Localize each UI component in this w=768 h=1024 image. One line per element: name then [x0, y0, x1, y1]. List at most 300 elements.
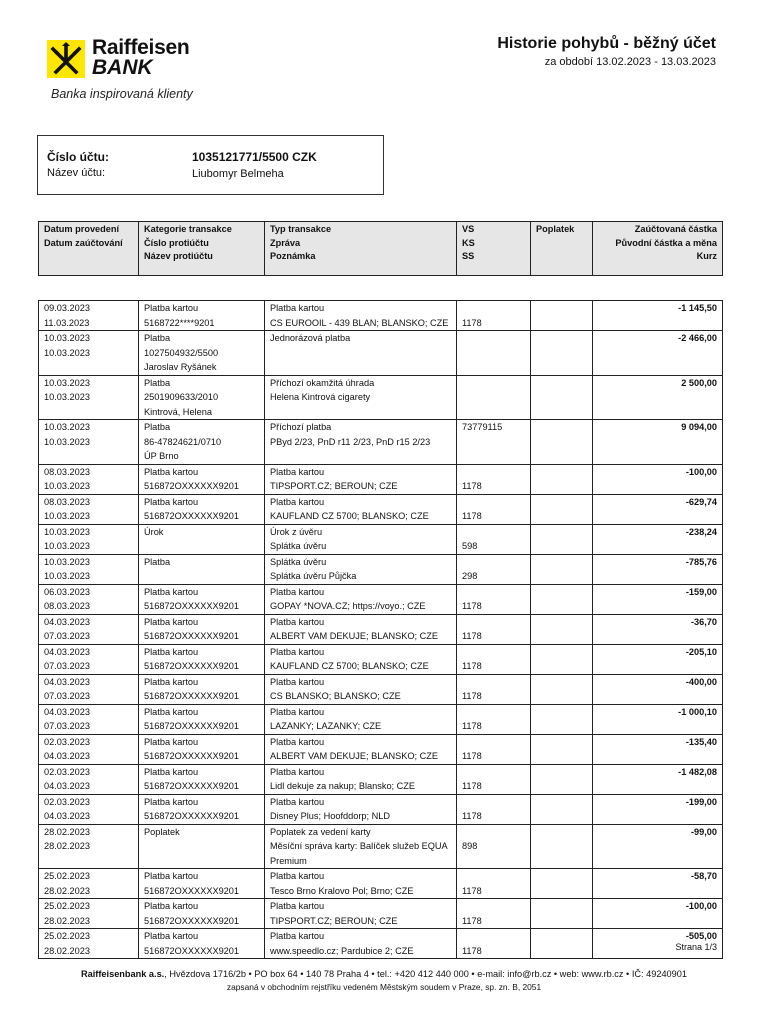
counter-account: 516872OXXXXXX9201	[144, 751, 240, 761]
cell-type	[265, 674, 457, 704]
posting-date: 10.03.2023	[44, 541, 90, 551]
table-row	[39, 375, 723, 420]
variable-symbol	[462, 735, 525, 750]
cell-dates	[39, 674, 139, 704]
table-row	[39, 301, 723, 331]
cell-type	[265, 824, 457, 869]
cell-symbols	[457, 584, 531, 614]
transaction-message: Tesco Brno Kralovo Pol; Brno; CZE	[270, 885, 414, 896]
transaction-type: Platba kartou	[270, 931, 325, 941]
header-label: SS	[462, 251, 475, 261]
header-label: Kategorie transakce	[144, 224, 232, 234]
table-row	[39, 331, 723, 376]
constant-symbol: 1178	[462, 601, 482, 611]
cell-category	[139, 584, 265, 614]
table-row	[39, 494, 723, 524]
cell-symbols	[457, 824, 531, 869]
cell-type	[265, 584, 457, 614]
cell-fee	[531, 524, 593, 554]
variable-symbol	[462, 376, 525, 391]
posting-date: 10.03.2023	[44, 481, 90, 491]
table-row	[39, 734, 723, 764]
execution-date: 10.03.2023	[44, 556, 90, 567]
cell-symbols	[457, 869, 531, 899]
cell-fee	[531, 674, 593, 704]
cell-symbols	[457, 331, 531, 376]
header-label: Číslo protiúčtu	[144, 237, 209, 248]
transaction-type: Platba kartou	[270, 736, 325, 747]
counter-account: 516872OXXXXXX9201	[144, 631, 240, 641]
cell-type	[265, 554, 457, 584]
counter-account-name: ÚP Brno	[144, 451, 179, 461]
counter-account: 516872OXXXXXX9201	[144, 915, 240, 926]
bank-name	[92, 38, 189, 78]
cell-fee	[531, 644, 593, 674]
header-label: Poplatek	[536, 224, 575, 234]
constant-symbol: 1178	[462, 317, 482, 328]
transaction-category: Platba	[144, 333, 171, 343]
bank-name-line2: BANK	[92, 56, 153, 79]
header-fee	[531, 222, 593, 276]
variable-symbol	[462, 615, 525, 630]
posting-date: 28.02.2023	[44, 915, 90, 926]
cell-type	[265, 644, 457, 674]
cell-symbols	[457, 794, 531, 824]
cell-symbols	[457, 375, 531, 420]
counter-account: 1027504932/5500	[144, 347, 219, 358]
constant-symbol: 1178	[462, 691, 482, 701]
execution-date: 04.03.2023	[44, 706, 90, 717]
execution-date: 04.03.2023	[44, 646, 90, 657]
execution-date: 02.03.2023	[44, 766, 90, 777]
variable-symbol	[462, 675, 525, 690]
transaction-message: CS BLANSKO; BLANSKO; CZE	[270, 691, 401, 701]
transaction-message: ALBERT VAM DEKUJE; BLANSKO; CZE	[270, 751, 438, 761]
cell-symbols	[457, 524, 531, 554]
cell-type	[265, 524, 457, 554]
transaction-category: Platba kartou	[144, 616, 199, 627]
footer-contact-line	[0, 969, 768, 979]
cell-fee	[531, 331, 593, 376]
execution-date: 10.03.2023	[44, 526, 90, 537]
cell-symbols	[457, 554, 531, 584]
transaction-category: Platba kartou	[144, 736, 199, 747]
transaction-message: GOPAY *NOVA.CZ; https://voyo.; CZE	[270, 601, 426, 611]
transaction-message: PByd 2/23, PnD r11 2/23, PnD r15 2/23	[270, 436, 431, 447]
cell-dates	[39, 554, 139, 584]
constant-symbol: 1178	[462, 781, 482, 791]
transaction-message: KAUFLAND CZ 5700; BLANSKO; CZE	[270, 661, 429, 671]
cell-dates	[39, 301, 139, 331]
variable-symbol	[462, 795, 525, 810]
cell-amount: -1 145,50	[593, 301, 723, 331]
cell-amount: -238,24	[593, 524, 723, 554]
header-amount	[593, 222, 723, 276]
footer-company: Raiffeisenbank a.s.	[81, 969, 165, 979]
transaction-message: www.speedlo.cz; Pardubice 2; CZE	[270, 945, 414, 956]
execution-date: 08.03.2023	[44, 466, 90, 477]
transaction-category: Platba kartou	[144, 496, 199, 507]
cell-category	[139, 704, 265, 734]
transaction-type: Platba kartou	[270, 706, 325, 717]
transaction-type: Platba kartou	[270, 586, 325, 597]
cell-fee	[531, 554, 593, 584]
document-period: za období 13.02.2023 - 13.03.2023	[544, 56, 716, 68]
header-row	[39, 222, 723, 276]
page-number: Strana 1/3	[675, 942, 717, 952]
counter-account: 2501909633/2010	[144, 392, 219, 402]
transaction-category: Platba kartou	[144, 931, 199, 941]
table-row	[39, 929, 723, 959]
header-type	[265, 222, 457, 276]
variable-symbol	[462, 705, 525, 720]
cell-amount: -205,10	[593, 644, 723, 674]
variable-symbol	[462, 899, 525, 914]
variable-symbol	[462, 301, 525, 316]
cell-dates	[39, 420, 139, 465]
cell-amount: -785,76	[593, 554, 723, 584]
transaction-message: ALBERT VAM DEKUJE; BLANSKO; CZE	[270, 631, 438, 641]
transaction-category: Platba kartou	[144, 766, 199, 777]
cell-amount: -1 482,08	[593, 764, 723, 794]
cell-category	[139, 524, 265, 554]
transaction-type: Platba kartou	[270, 676, 325, 687]
header-label: Poznámka	[270, 251, 316, 261]
table-row	[39, 869, 723, 899]
cell-category	[139, 869, 265, 899]
transaction-message: Helena Kintrová cigarety	[270, 392, 371, 402]
cell-type	[265, 899, 457, 929]
cell-symbols	[457, 764, 531, 794]
cell-category	[139, 301, 265, 331]
header-label: Název protiúčtu	[144, 251, 213, 261]
transaction-message: TIPSPORT.CZ; BEROUN; CZE	[270, 915, 398, 926]
table-row	[39, 420, 723, 465]
counter-account: 516872OXXXXXX9201	[144, 661, 240, 671]
posting-date: 28.02.2023	[44, 945, 90, 956]
cell-amount: 9 094,00	[593, 420, 723, 465]
header-label: Kurz	[696, 251, 717, 261]
variable-symbol	[462, 525, 525, 540]
cell-category	[139, 899, 265, 929]
cell-category	[139, 331, 265, 376]
table-row	[39, 824, 723, 869]
counter-account: 516872OXXXXXX9201	[144, 481, 240, 491]
constant-symbol: 1178	[462, 811, 482, 821]
execution-date: 28.02.2023	[44, 826, 90, 837]
cell-fee	[531, 869, 593, 899]
counter-account: 516872OXXXXXX9201	[144, 945, 240, 956]
posting-date: 04.03.2023	[44, 811, 90, 821]
cell-fee	[531, 734, 593, 764]
cell-amount: -629,74	[593, 494, 723, 524]
cell-type	[265, 614, 457, 644]
transaction-type: Platba kartou	[270, 616, 325, 627]
transaction-category: Platba kartou	[144, 796, 199, 807]
constant-symbol: 298	[462, 571, 478, 581]
counter-account-name: Jaroslav Ryšánek	[144, 362, 217, 372]
counter-account: 516872OXXXXXX9201	[144, 511, 240, 521]
cell-category	[139, 764, 265, 794]
table-row	[39, 614, 723, 644]
cell-category	[139, 494, 265, 524]
cell-symbols	[457, 614, 531, 644]
transaction-message: Disney Plus; Hoofddorp; NLD	[270, 811, 391, 821]
constant-symbol: 1178	[462, 661, 482, 671]
cell-type	[265, 464, 457, 494]
cell-category	[139, 420, 265, 465]
execution-date: 02.03.2023	[44, 796, 90, 807]
posting-date: 07.03.2023	[44, 661, 90, 671]
cell-amount: 2 500,00	[593, 375, 723, 420]
cell-category	[139, 794, 265, 824]
cell-symbols	[457, 301, 531, 331]
constant-symbol: 1178	[462, 751, 482, 761]
bank-slogan: Banka inspirovaná klienty	[51, 87, 193, 101]
cell-symbols	[457, 674, 531, 704]
cell-dates	[39, 464, 139, 494]
transaction-category: Úrok	[144, 526, 164, 537]
execution-date: 25.02.2023	[44, 901, 90, 911]
cell-dates	[39, 331, 139, 376]
cell-type	[265, 734, 457, 764]
posting-date: 04.03.2023	[44, 781, 90, 791]
cell-dates	[39, 764, 139, 794]
variable-symbol: 73779115	[462, 422, 503, 432]
transaction-type: Platba kartou	[270, 646, 325, 657]
header-label: Zpráva	[270, 237, 301, 248]
transactions-table	[38, 300, 723, 959]
cell-category	[139, 375, 265, 420]
transaction-category: Platba kartou	[144, 706, 199, 717]
cell-symbols	[457, 644, 531, 674]
transaction-category: Platba	[144, 422, 171, 432]
cell-category	[139, 929, 265, 959]
cell-fee	[531, 584, 593, 614]
header-category	[139, 222, 265, 276]
cell-fee	[531, 929, 593, 959]
constant-symbol: 1178	[462, 945, 482, 956]
cell-amount: -159,00	[593, 584, 723, 614]
cell-dates	[39, 734, 139, 764]
account-number-value: 1035121771/5500 CZK	[192, 150, 317, 164]
execution-date: 09.03.2023	[44, 303, 90, 313]
transaction-category: Platba kartou	[144, 586, 199, 597]
cell-amount: -58,70	[593, 869, 723, 899]
posting-date: 07.03.2023	[44, 721, 90, 731]
cell-amount: -135,40	[593, 734, 723, 764]
counter-account: 86-47824621/0710	[144, 436, 222, 447]
table-row	[39, 554, 723, 584]
header-symbols	[457, 222, 531, 276]
cell-type	[265, 929, 457, 959]
constant-symbol: 1178	[462, 721, 482, 731]
cell-dates	[39, 644, 139, 674]
account-name-label: Název účtu:	[47, 167, 106, 179]
transaction-type: Platba kartou	[270, 796, 325, 807]
cell-category	[139, 614, 265, 644]
cell-type	[265, 494, 457, 524]
counter-account: 516872OXXXXXX9201	[144, 885, 240, 896]
constant-symbol: 1178	[462, 631, 482, 641]
transaction-type: Příchozí platba	[270, 422, 332, 432]
cell-category	[139, 554, 265, 584]
header-label: Datum zaúčtování	[44, 237, 123, 248]
transaction-message: Lidl dekuje za nakup; Blansko; CZE	[270, 781, 416, 791]
posting-date: 10.03.2023	[44, 392, 90, 402]
constant-symbol: 1178	[462, 511, 482, 521]
cell-fee	[531, 764, 593, 794]
cell-fee	[531, 794, 593, 824]
counter-account: 516872OXXXXXX9201	[144, 781, 240, 791]
constant-symbol: 1178	[462, 481, 482, 491]
table-row	[39, 794, 723, 824]
transaction-type: Úrok z úvěru	[270, 526, 323, 537]
execution-date: 10.03.2023	[44, 333, 90, 343]
transaction-type: Platba kartou	[270, 496, 325, 507]
cell-symbols	[457, 929, 531, 959]
cell-category	[139, 734, 265, 764]
cell-type	[265, 301, 457, 331]
transaction-message: Splátka úvěru Půjčka	[270, 571, 357, 581]
cell-fee	[531, 375, 593, 420]
document-title: Historie pohybů - běžný účet	[497, 35, 716, 52]
transactions-header	[38, 221, 723, 276]
cell-category	[139, 824, 265, 869]
transaction-message: TIPSPORT.CZ; BEROUN; CZE	[270, 481, 398, 491]
execution-date: 02.03.2023	[44, 736, 90, 747]
transaction-category: Platba	[144, 377, 171, 388]
posting-date: 28.02.2023	[44, 841, 90, 851]
cell-fee	[531, 301, 593, 331]
execution-date: 25.02.2023	[44, 931, 90, 941]
cell-symbols	[457, 494, 531, 524]
variable-symbol	[462, 869, 525, 884]
transaction-category: Platba kartou	[144, 871, 199, 881]
footer-contact: , Hvězdova 1716/2b • PO box 64 • 140 78 Praha 4 • tel.: +420 412 440 000 • e-mail: info@rb.cz • web: www.rb.cz • IČ: 49240901	[164, 969, 687, 979]
cell-category	[139, 464, 265, 494]
header-dates	[39, 222, 139, 276]
cell-category	[139, 674, 265, 704]
cell-amount: -99,00	[593, 824, 723, 869]
cell-symbols	[457, 899, 531, 929]
cell-fee	[531, 899, 593, 929]
cell-amount: -100,00	[593, 899, 723, 929]
transaction-type: Platba kartou	[270, 466, 325, 477]
cell-fee	[531, 824, 593, 869]
table-row	[39, 764, 723, 794]
transaction-category: Platba kartou	[144, 466, 199, 477]
execution-date: 10.03.2023	[44, 377, 90, 388]
cell-type	[265, 375, 457, 420]
counter-account: 516872OXXXXXX9201	[144, 601, 240, 611]
account-name-value: Liubomyr Belmeha	[192, 168, 284, 180]
table-row	[39, 899, 723, 929]
variable-symbol	[462, 331, 525, 346]
cell-fee	[531, 420, 593, 465]
variable-symbol	[462, 825, 525, 840]
counter-account-name: Kintrová, Helena	[144, 406, 212, 417]
raiffeisen-logo-icon	[47, 40, 85, 78]
cell-symbols	[457, 734, 531, 764]
cell-dates	[39, 929, 139, 959]
execution-date: 04.03.2023	[44, 676, 90, 687]
transaction-message: Splátka úvěru	[270, 541, 327, 551]
counter-account: 516872OXXXXXX9201	[144, 811, 240, 821]
cell-dates	[39, 869, 139, 899]
table-row	[39, 674, 723, 704]
transaction-message: Měsíční správa karty: Balíček služeb EQUA	[270, 841, 448, 851]
posting-date: 10.03.2023	[44, 511, 90, 521]
posting-date: 04.03.2023	[44, 751, 90, 761]
header-label: Původní částka a měna	[615, 237, 717, 248]
table-row	[39, 584, 723, 614]
cell-amount: -36,70	[593, 614, 723, 644]
execution-date: 04.03.2023	[44, 616, 90, 627]
cell-type	[265, 704, 457, 734]
cell-dates	[39, 899, 139, 929]
cell-dates	[39, 375, 139, 420]
footer-registry: zapsaná v obchodním rejstříku vedeném Městským soudem v Praze, sp. zn. B, 2051	[226, 982, 542, 992]
transaction-type: Platba kartou	[270, 766, 325, 777]
transaction-category: Poplatek	[144, 826, 180, 837]
transaction-type: Poplatek za vedení karty	[270, 826, 371, 837]
account-info-box	[37, 135, 384, 195]
cell-type	[265, 794, 457, 824]
constant-symbol: 598	[462, 541, 478, 551]
cell-type	[265, 420, 457, 465]
cell-amount: -2 466,00	[593, 331, 723, 376]
cell-fee	[531, 704, 593, 734]
cell-category	[139, 644, 265, 674]
header-label: Zaúčtovaná částka	[634, 224, 717, 234]
transaction-type: Platba kartou	[270, 871, 325, 881]
cell-amount: -400,00	[593, 674, 723, 704]
execution-date: 06.03.2023	[44, 586, 90, 597]
cell-type	[265, 764, 457, 794]
cell-symbols	[457, 420, 531, 465]
cell-amount: -505,00	[593, 929, 723, 959]
variable-symbol	[462, 585, 525, 600]
transaction-type: Jednorázová platba	[270, 333, 351, 343]
transaction-message: KAUFLAND CZ 5700; BLANSKO; CZE	[270, 511, 429, 521]
cell-symbols	[457, 464, 531, 494]
posting-date: 10.03.2023	[44, 436, 90, 447]
cell-fee	[531, 614, 593, 644]
variable-symbol	[462, 765, 525, 780]
transaction-category: Platba kartou	[144, 303, 199, 313]
constant-symbol: 1178	[462, 885, 482, 896]
cell-type	[265, 331, 457, 376]
transaction-category: Platba	[144, 556, 171, 567]
counter-account: 5168722****9201	[144, 317, 215, 328]
cell-dates	[39, 524, 139, 554]
cell-amount: -1 000,10	[593, 704, 723, 734]
table-row	[39, 464, 723, 494]
transaction-type: Platba kartou	[270, 303, 325, 313]
execution-date: 25.02.2023	[44, 871, 90, 881]
cell-dates	[39, 824, 139, 869]
variable-symbol	[462, 555, 525, 570]
cell-amount: -100,00	[593, 464, 723, 494]
posting-date: 11.03.2023	[44, 317, 90, 328]
execution-date: 08.03.2023	[44, 496, 90, 507]
posting-date: 07.03.2023	[44, 691, 90, 701]
transaction-category: Platba kartou	[144, 646, 199, 657]
variable-symbol	[462, 465, 525, 480]
counter-account: 516872OXXXXXX9201	[144, 691, 240, 701]
transaction-message: CS EUROOIL - 439 BLAN; BLANSKO; CZE	[270, 317, 449, 328]
